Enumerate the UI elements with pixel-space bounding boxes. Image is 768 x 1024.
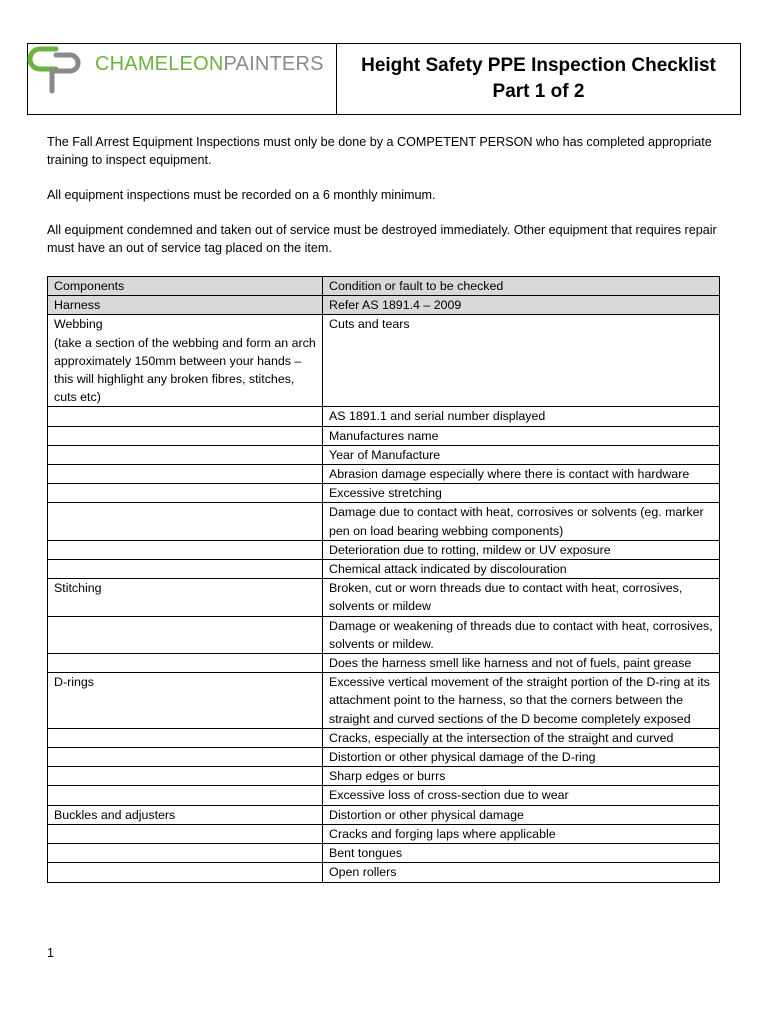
title-line-2: Part 1 of 2 bbox=[492, 81, 585, 102]
table-header-row bbox=[48, 277, 720, 296]
document-title bbox=[361, 53, 716, 105]
component-cell: Webbing (take a section of the webbing and form an arch approximately 150mm between your hands – this will highlight any broken fibres, stitches, cuts etc) bbox=[48, 315, 323, 407]
component-cell bbox=[48, 748, 323, 767]
column-header-components: Components bbox=[48, 277, 323, 296]
component-cell bbox=[48, 503, 323, 540]
condition-cell: Distortion or other physical damage bbox=[323, 805, 720, 824]
table-row bbox=[48, 824, 720, 843]
intro-paragraph-3: All equipment condemned and taken out of service must be destroyed immediately. Other equipment that requires repair must have an out of service tag placed on the item. bbox=[47, 223, 717, 255]
component-cell bbox=[48, 767, 323, 786]
table-row bbox=[48, 844, 720, 863]
condition-cell: AS 1891.1 and serial number displayed bbox=[323, 407, 720, 426]
table-row bbox=[48, 315, 720, 407]
table-row bbox=[48, 484, 720, 503]
table-row bbox=[48, 863, 720, 882]
component-cell bbox=[48, 654, 323, 673]
condition-cell: Excessive stretching bbox=[323, 484, 720, 503]
component-cell bbox=[48, 407, 323, 426]
company-logo-text bbox=[95, 51, 330, 78]
condition-cell: Broken, cut or worn threads due to contact with heat, corrosives, solvents or mildew bbox=[323, 579, 720, 616]
component-cell bbox=[48, 786, 323, 805]
condition-cell: Bent tongues bbox=[323, 844, 720, 863]
component-cell: Stitching bbox=[48, 579, 323, 616]
intro-paragraph-2: All equipment inspections must be recorded on a 6 monthly minimum. bbox=[47, 188, 436, 202]
logo-text-gray: PAINTERS bbox=[223, 53, 324, 75]
component-cell bbox=[48, 560, 323, 579]
table-row bbox=[48, 426, 720, 445]
table-row bbox=[48, 465, 720, 484]
component-cell: Harness bbox=[48, 296, 323, 315]
table-row bbox=[48, 748, 720, 767]
component-cell: D-rings bbox=[48, 673, 323, 729]
condition-cell: Cuts and tears bbox=[323, 315, 720, 407]
cp-monogram-icon bbox=[6, 44, 86, 94]
intro-text bbox=[47, 133, 719, 274]
table-row bbox=[48, 767, 720, 786]
table-row bbox=[48, 540, 720, 559]
page-number: 1 bbox=[47, 946, 54, 960]
component-cell bbox=[48, 728, 323, 747]
table-row bbox=[48, 445, 720, 464]
logo-text-green: CHAMELEON bbox=[95, 53, 224, 75]
title-line-1: Height Safety PPE Inspection Checklist bbox=[361, 55, 716, 76]
condition-cell: Abrasion damage especially where there is contact with hardware bbox=[323, 465, 720, 484]
condition-cell: Cracks and forging laps where applicable bbox=[323, 824, 720, 843]
component-cell: Buckles and adjusters bbox=[48, 805, 323, 824]
table-row bbox=[48, 296, 720, 315]
component-cell bbox=[48, 824, 323, 843]
table-row bbox=[48, 786, 720, 805]
condition-cell: Does the harness smell like harness and not of fuels, paint grease bbox=[323, 654, 720, 673]
table-row bbox=[48, 654, 720, 673]
intro-paragraph-1: The Fall Arrest Equipment Inspections must only be done by a COMPETENT PERSON who has completed appropriate training to inspect equipment. bbox=[47, 135, 712, 167]
component-cell bbox=[48, 540, 323, 559]
table-row bbox=[48, 673, 720, 729]
inspection-checklist-table bbox=[47, 276, 720, 883]
condition-cell: Excessive vertical movement of the straight portion of the D-ring at its attachment point to the harness, so that the corners between the straight and curved sections of the D become completely exposed bbox=[323, 673, 720, 729]
table-row bbox=[48, 407, 720, 426]
table-row bbox=[48, 579, 720, 616]
condition-cell: Chemical attack indicated by discolouration bbox=[323, 560, 720, 579]
table-row bbox=[48, 560, 720, 579]
table-row bbox=[48, 805, 720, 824]
document-header bbox=[27, 43, 741, 115]
column-header-condition: Condition or fault to be checked bbox=[323, 277, 720, 296]
logo-cell bbox=[28, 44, 337, 114]
condition-cell: Damage or weakening of threads due to contact with heat, corrosives, solvents or mildew. bbox=[323, 616, 720, 653]
condition-cell: Excessive loss of cross-section due to wear bbox=[323, 786, 720, 805]
component-cell bbox=[48, 484, 323, 503]
table-row bbox=[48, 503, 720, 540]
table-row bbox=[48, 728, 720, 747]
condition-cell: Sharp edges or burrs bbox=[323, 767, 720, 786]
condition-cell: Manufactures name bbox=[323, 426, 720, 445]
condition-cell: Cracks, especially at the intersection of the straight and curved bbox=[323, 728, 720, 747]
condition-cell: Deterioration due to rotting, mildew or UV exposure bbox=[323, 540, 720, 559]
condition-cell: Refer AS 1891.4 – 2009 bbox=[323, 296, 720, 315]
table-row bbox=[48, 616, 720, 653]
component-cell bbox=[48, 426, 323, 445]
component-cell bbox=[48, 445, 323, 464]
condition-cell: Distortion or other physical damage of the D-ring bbox=[323, 748, 720, 767]
component-cell bbox=[48, 465, 323, 484]
condition-cell: Year of Manufacture bbox=[323, 445, 720, 464]
component-cell bbox=[48, 863, 323, 882]
component-cell bbox=[48, 844, 323, 863]
condition-cell: Open rollers bbox=[323, 863, 720, 882]
title-cell bbox=[337, 44, 740, 114]
condition-cell: Damage due to contact with heat, corrosives or solvents (eg. marker pen on load bearing webbing components) bbox=[323, 503, 720, 540]
component-cell bbox=[48, 616, 323, 653]
